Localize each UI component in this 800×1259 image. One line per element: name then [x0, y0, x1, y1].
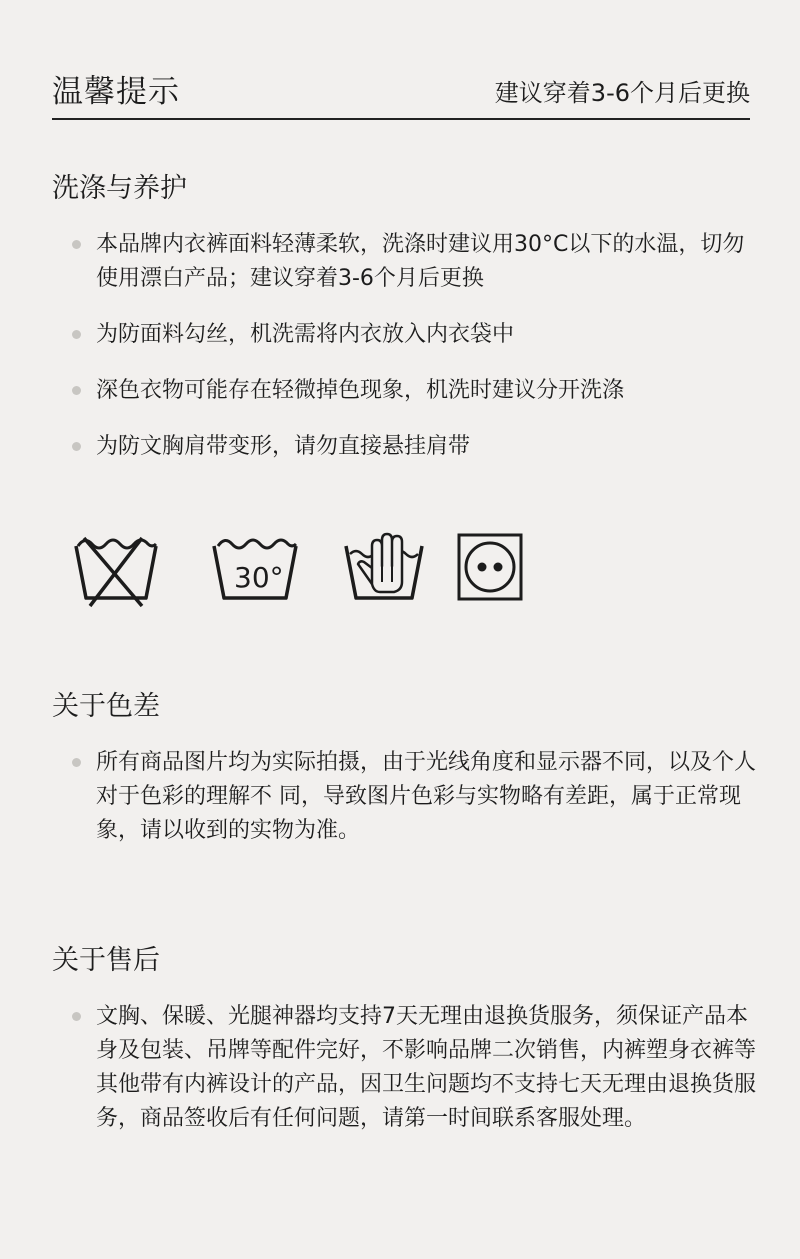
bullet-dot: [72, 330, 81, 339]
list-item: [72, 318, 762, 352]
washing-section-title: 洗涤与养护: [52, 173, 187, 204]
list-item: [72, 1000, 762, 1136]
do-not-wash-icon: [72, 532, 160, 610]
list-item: [72, 746, 762, 848]
aftersales-list: [72, 1000, 762, 1158]
list-item-text: 为防文胸肩带变形，请勿直接悬挂肩带: [96, 434, 471, 459]
page-title: 温馨提示: [52, 74, 180, 110]
list-item: [72, 430, 762, 464]
list-item-text: 深色衣物可能存在轻微掉色现象，机洗时建议分开洗涤: [96, 378, 625, 403]
wash-temp-label: 30°: [234, 561, 284, 594]
replace-note: 建议穿着3-6个月后更换: [494, 79, 750, 107]
list-item-text: 文胸、保暖、光腿神器均支持7天无理由退换货服务，须保证产品本身及包装、吊牌等配件完好，不影响品牌二次销售，内裤塑身衣裤等其他带有内裤设计的产品，因卫生问题均不支持七天无理由退换货服务，商品签收后有任何问题，请第一时间联系客服处理。: [96, 1004, 757, 1131]
list-item-text: 本品牌内衣裤面料轻薄柔软，洗涤时建议用30°C以下的水温，切勿使用漂白产品；建议穿着3-6个月后更换: [96, 232, 745, 291]
bullet-dot: [72, 386, 81, 395]
header: [52, 60, 750, 120]
bullet-dot: [72, 1012, 81, 1021]
bullet-dot: [72, 240, 81, 249]
hand-wash-icon: [342, 532, 426, 610]
wash-30-icon: [210, 532, 300, 610]
list-item: [72, 374, 762, 408]
aftersales-section-title: 关于售后: [52, 945, 160, 976]
list-item-text: 为防面料勾丝，机洗需将内衣放入内衣袋中: [96, 322, 515, 347]
washing-list: [72, 228, 762, 486]
list-item: [72, 228, 762, 296]
list-item-text: 所有商品图片均为实际拍摄，由于光线角度和显示器不同，以及个人对于色彩的理解不 同，导致图片色彩与实物略有差距，属于正常现象，请以收到的实物为准。: [96, 750, 757, 843]
bullet-dot: [72, 758, 81, 767]
tumble-dry-icon: [456, 532, 524, 604]
color-section-title: 关于色差: [52, 691, 160, 722]
color-list: [72, 746, 762, 870]
bullet-dot: [72, 442, 81, 451]
